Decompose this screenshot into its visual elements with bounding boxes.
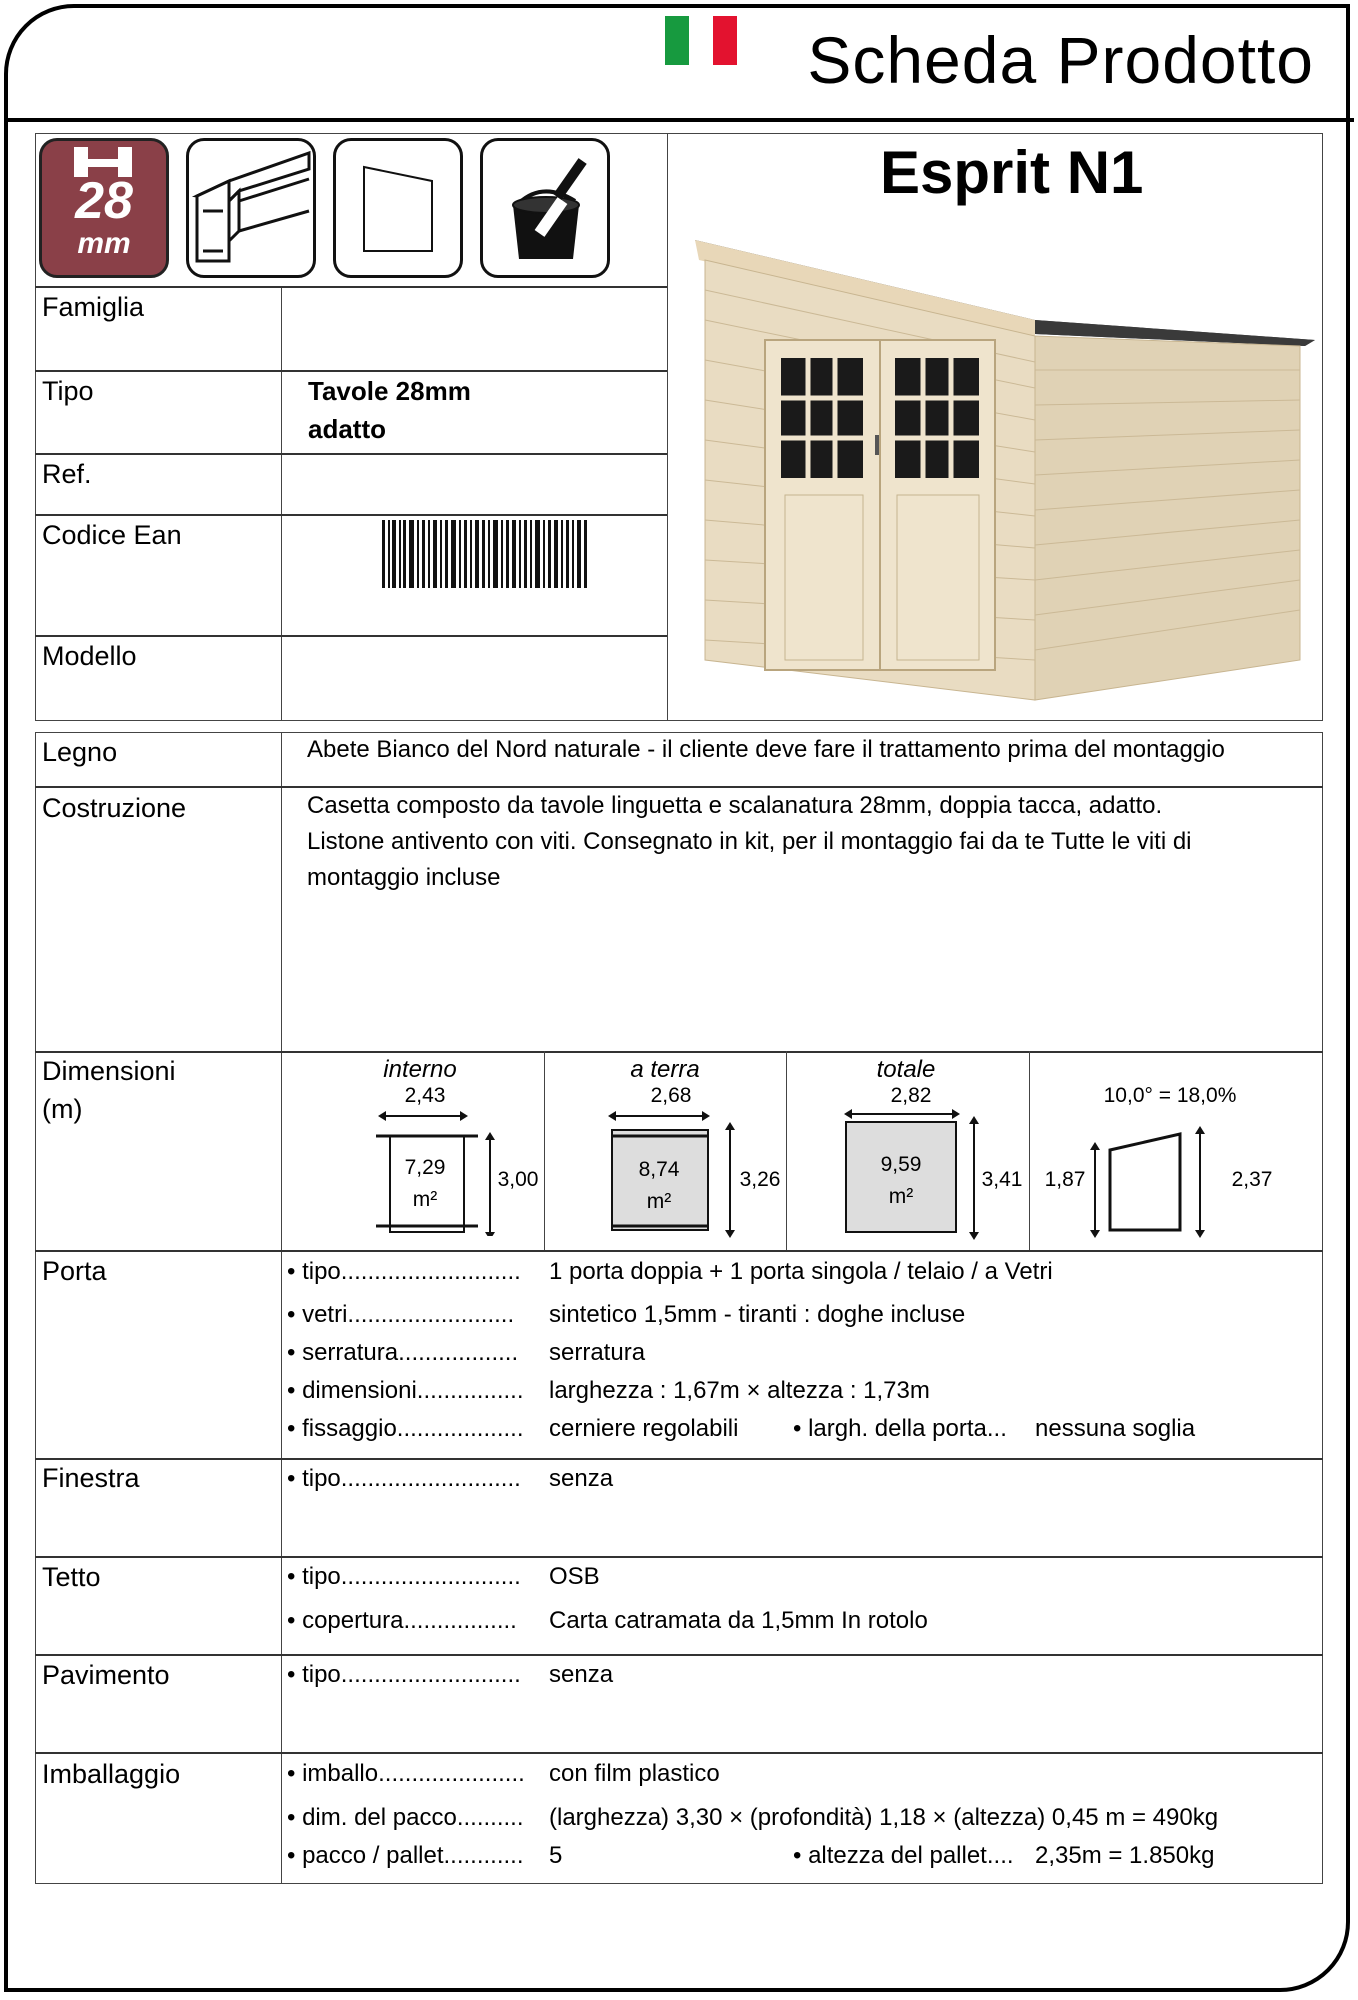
totale-depth: 3,41 — [981, 1168, 1023, 1191]
interno-depth: 3,00 — [497, 1168, 539, 1191]
interno-area: 7,29 — [404, 1156, 446, 1179]
porta-extra: • largh. della porta... nessuna soglia — [793, 1415, 1196, 1442]
header-divider — [4, 118, 1354, 122]
divider — [1029, 1051, 1030, 1250]
famiglia-label: Famiglia — [42, 292, 145, 322]
tipo-label: Tipo — [42, 376, 94, 406]
costruzione-line-3: montaggio incluse — [307, 864, 501, 891]
divider — [281, 286, 282, 721]
divider — [35, 1051, 1323, 1053]
totale-area: 9,59 — [880, 1153, 922, 1176]
divider — [544, 1051, 545, 1250]
tipo-value-2: adatto — [308, 414, 386, 444]
a-terra-head: a terra — [630, 1056, 700, 1083]
roof-profile-icon — [1080, 1120, 1220, 1240]
legno-value: Abete Bianco del Nord naturale - il cliente deve fare il trattamento prima del montaggio — [307, 736, 1225, 763]
divider — [35, 635, 667, 637]
a-terra-width: 2,68 — [650, 1084, 692, 1107]
a-terra-depth: 3,26 — [739, 1168, 781, 1191]
costruzione-line-1: Casetta composto da tavole linguetta e scalanatura 28mm, doppia tacca, adatto. — [307, 792, 1163, 819]
shed-illustration — [675, 220, 1315, 710]
totale-width: 2,82 — [890, 1084, 932, 1107]
divider — [35, 1556, 1323, 1558]
pallet-height: • altezza del pallet.... 2,35m = 1.850kg — [793, 1842, 1215, 1869]
divider — [35, 514, 667, 516]
divider — [667, 133, 668, 721]
roof-low-height: 1,87 — [1044, 1168, 1086, 1191]
a-terra-area: 8,74 — [638, 1158, 680, 1181]
imballaggio-label: Imballaggio — [42, 1759, 181, 1789]
divider — [35, 453, 667, 455]
divider — [35, 1250, 1323, 1252]
paint-bucket-icon — [480, 138, 610, 278]
finestra-label: Finestra — [42, 1463, 140, 1493]
divider — [35, 1752, 1323, 1754]
ref-label: Ref. — [42, 459, 92, 489]
ean-label: Codice Ean — [42, 520, 182, 550]
porta-label: Porta — [42, 1256, 107, 1286]
totale-head: totale — [876, 1056, 936, 1083]
window-shape-icon — [333, 138, 463, 278]
divider — [35, 1458, 1323, 1460]
totale-unit: m² — [888, 1185, 914, 1208]
divider — [35, 286, 667, 288]
tetto-label: Tetto — [42, 1562, 101, 1592]
interno-unit: m² — [412, 1188, 438, 1211]
interno-head: interno — [383, 1056, 457, 1083]
costruzione-line-2: Listone antivento con viti. Consegnato in kit, per il montaggio fai da te Tutte le viti di — [307, 828, 1192, 855]
barcode-icon — [382, 520, 590, 588]
product-name: Esprit N1 — [880, 139, 1144, 206]
divider — [281, 732, 282, 1884]
dimensioni-label: Dimensioni — [42, 1056, 176, 1086]
roof-high-height: 2,37 — [1231, 1168, 1273, 1191]
page-title: Scheda Prodotto — [807, 23, 1314, 97]
pavimento-label: Pavimento — [42, 1660, 170, 1690]
costruzione-label: Costruzione — [42, 793, 187, 823]
tongue-groove-icon — [186, 138, 316, 278]
divider — [786, 1051, 787, 1250]
italy-flag-icon — [665, 16, 737, 65]
interno-width: 2,43 — [404, 1084, 446, 1107]
modello-label: Modello — [42, 641, 137, 671]
divider — [35, 1654, 1323, 1656]
thickness-28mm-icon: 28 mm — [39, 138, 169, 278]
legno-label: Legno — [42, 737, 118, 767]
a-terra-unit: m² — [646, 1190, 672, 1213]
dimensioni-unit: (m) — [42, 1094, 83, 1124]
roof-angle: 10,0° = 18,0% — [1103, 1084, 1237, 1107]
tipo-value-1: Tavole 28mm — [308, 376, 471, 406]
